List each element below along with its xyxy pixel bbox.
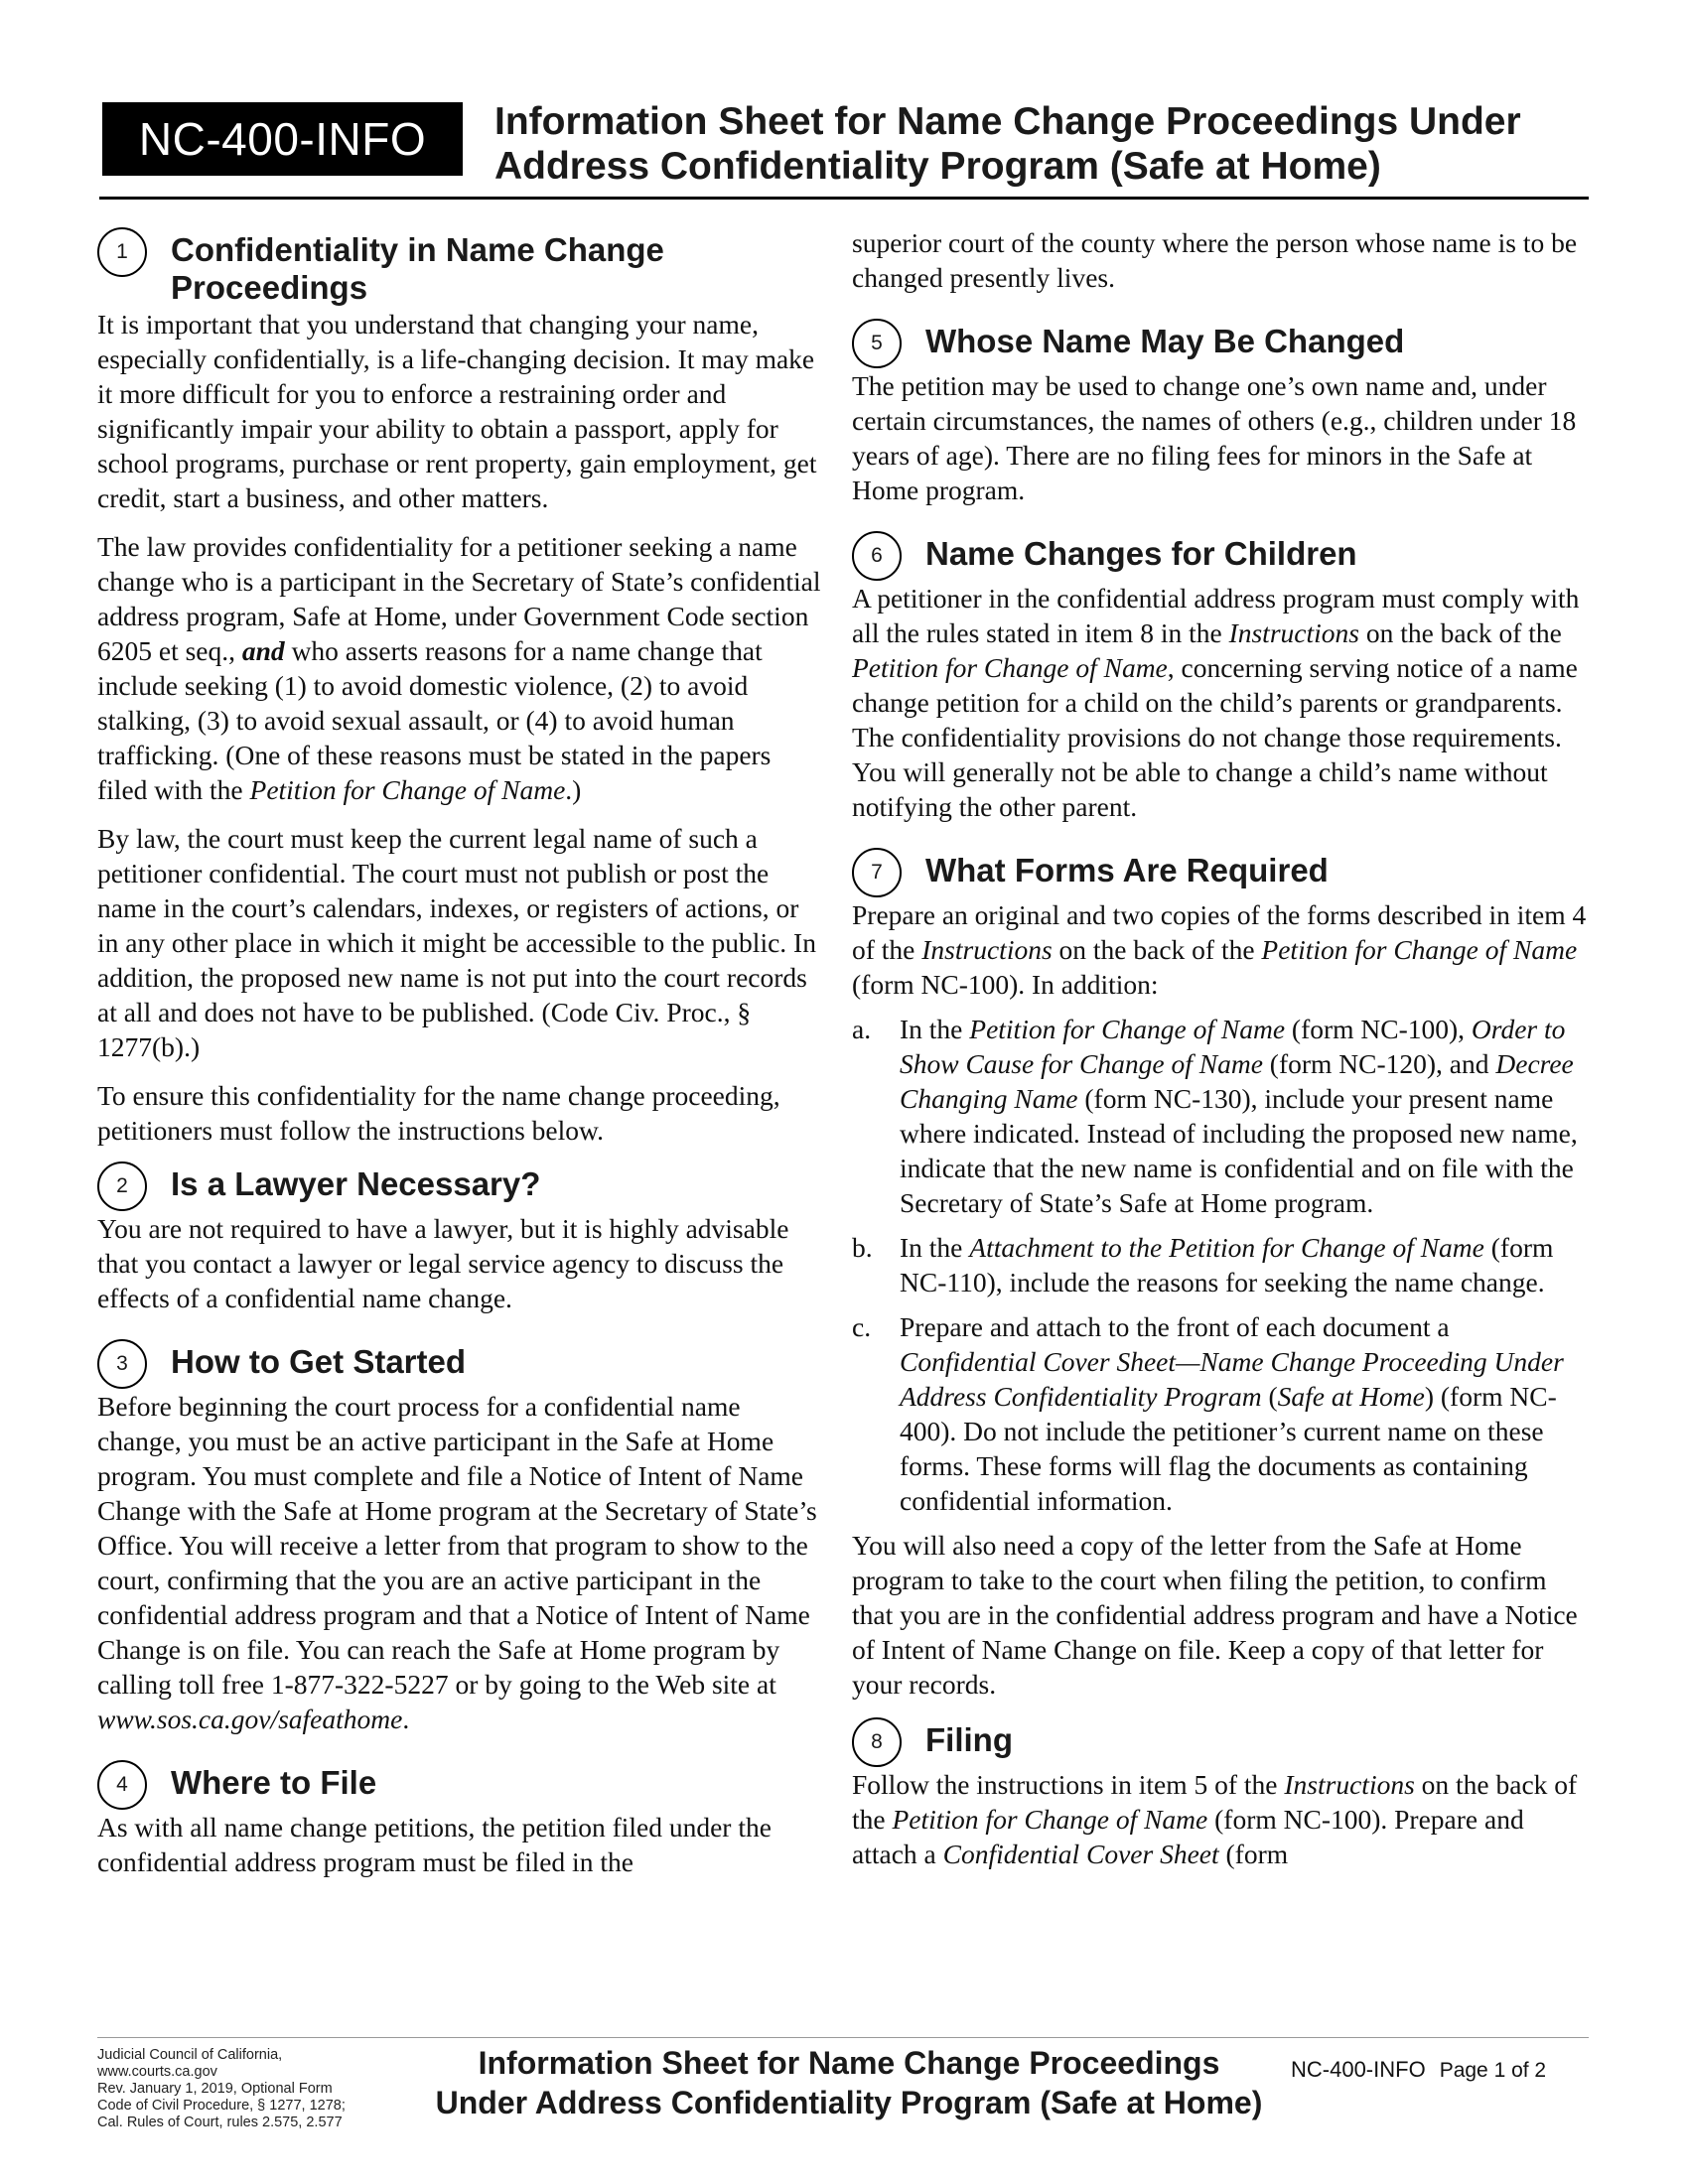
- section-6-heading: [852, 535, 1587, 581]
- section-5-heading: [852, 323, 1587, 368]
- footer-divider: [97, 2037, 1589, 2038]
- section-6-paragraph-1: A petitioner in the confidential address program must comply with all the rules stated in item 8 in the Instructions on the back of the Petition for Change of Name, concerning serving notice of a name change petition for a child on the child’s parents or grandparents. The confidentiality provisions do not change those requirements. You will generally not be able to change a child’s name without notifying the other parent.: [852, 583, 1580, 822]
- section-number-circle: 2: [97, 1161, 147, 1211]
- page-number: Page 1 of 2: [1439, 2059, 1547, 2082]
- section-2-paragraph-1: You are not required to have a lawyer, but it is highly advisable that you contact a lawyer or legal service agency to discuss the effects of a confidential name change.: [97, 1213, 789, 1313]
- list-item-text: In the Petition for Change of Name (form NC-100), Order to Show Cause for Change of Name (form NC-120), and Decree Changing Name (form NC-130), include your present name where indicated. Instead of including the proposed new name, indicate that the new name is confidential and on file with the Secretary of State’s Safe at Home program.: [900, 1014, 1578, 1218]
- section-1-paragraph-2: The law provides confidentiality for a petitioner seeking a name change who is a participant in the Secretary of State’s confidential address program, Safe at Home, under Government Code section 6205 et seq., and who asserts reasons for a name change that include seeking (1) to avoid domestic violence, (2) to avoid stalking, (3) to avoid sexual assault, or (4) to avoid human trafficking. (One of these reasons must be stated in the papers filed with the Petition for Change of Name.): [97, 531, 821, 805]
- section-1-heading: [97, 231, 824, 307]
- footer-title: [402, 2043, 1296, 2122]
- section-4-heading: [97, 1764, 824, 1810]
- safe-at-home-url: www.sos.ca.gov/safeathome: [97, 1704, 403, 1734]
- right-column: [852, 225, 1587, 1871]
- section-8-paragraph-1: Follow the instructions in item 5 of the Instructions on the back of the Petition for Change of Name (form NC-100). Prepare and attach a Confidential Cover Sheet (form: [852, 1769, 1578, 1869]
- section-3-heading: [97, 1343, 824, 1389]
- section-number-circle: 4: [97, 1760, 147, 1810]
- section-1-paragraph-3: By law, the court must keep the current legal name of such a petitioner confidential. The court must not publish or post the name in the court’s calendars, indexes, or registers of actions, or in any other place in which it might be accessible to the public. In addition, the proposed new name is not put into the court records at all and does not have to be published. (Code Civ. Proc., § 1277(b).): [97, 823, 816, 1062]
- page-title-line-2: Address Confidentiality Program (Safe at Home): [494, 145, 1381, 188]
- left-column: [97, 231, 824, 1879]
- section-number-circle: 7: [852, 848, 902, 897]
- section-title: Confidentiality in Name Change Proceedings: [171, 231, 664, 306]
- section-title: Filing: [925, 1721, 1013, 1758]
- footer-citation-line: Rev. January 1, 2019, Optional Form: [97, 2081, 333, 2097]
- section-7-heading: [852, 852, 1587, 897]
- section-number-circle: 1: [97, 227, 147, 277]
- list-item: [852, 1012, 1587, 1220]
- footer-title-line-1: Information Sheet for Name Change Proceedings: [478, 2045, 1220, 2081]
- list-item-marker: a.: [852, 1014, 872, 1044]
- required-forms-list: [852, 1012, 1587, 1518]
- section-title: Name Changes for Children: [925, 535, 1357, 572]
- section-number-circle: 3: [97, 1339, 147, 1389]
- page-title: [494, 99, 1587, 189]
- list-item-text: In the Attachment to the Petition for Change of Name (form NC-110), include the reasons for seeking the name change.: [900, 1232, 1554, 1297]
- section-7-paragraph-2: You will also need a copy of the letter from the Safe at Home program to take to the court when filing the petition, to confirm that you are in the confidential address program and have a Notice of Intent of Name Change on file. Keep a copy of that letter for your records.: [852, 1530, 1578, 1700]
- list-item-marker: c.: [852, 1311, 872, 1342]
- section-4-paragraph-1: As with all name change petitions, the petition filed under the confidential address program must be filed in the: [97, 1812, 772, 1877]
- section-title: What Forms Are Required: [925, 852, 1329, 888]
- header-divider: [99, 197, 1589, 200]
- section-5-paragraph-1: The petition may be used to change one’s own name and, under certain circumstances, the names of others (e.g., children under 18 years of age). There are no filing fees for minors in the Safe at Home program.: [852, 370, 1577, 505]
- section-number-circle: 6: [852, 531, 902, 581]
- footer-page-info: [1291, 2057, 1609, 2084]
- footer-citation-line: www.courts.ca.gov: [97, 2064, 217, 2080]
- footer-citation-line: Code of Civil Procedure, § 1277, 1278;: [97, 2098, 346, 2114]
- section-8-heading: [852, 1721, 1587, 1767]
- list-item: [852, 1309, 1587, 1518]
- section-2-heading: [97, 1165, 824, 1211]
- list-item: [852, 1230, 1587, 1299]
- section-number-circle: 8: [852, 1717, 902, 1767]
- list-item-text: Prepare and attach to the front of each document a Confidential Cover Sheet—Name Change Proceeding Under Address Confidentiality Program (Safe at Home) (form NC-400). Do not include the petitioner’s current name on these forms. These forms will flag the documents as containing confidential information.: [900, 1311, 1564, 1516]
- footer-form-number: NC-400-INFO: [1291, 2057, 1426, 2082]
- section-4-paragraph-continued: superior court of the county where the person whose name is to be changed presently lives.: [852, 227, 1578, 293]
- section-3-paragraph-1: Before beginning the court process for a confidential name change, you must be an active participant in the Safe at Home program. You must complete and file a Notice of Intent of Name Change with the Safe at Home program at the Secretary of State’s Office. You will receive a letter from that program to show to the court, confirming that the you are an active participant in the confidential address program and that a Notice of Intent of Name Change is on file. You can reach the Safe at Home program by calling toll free 1-877-322-5227 or by going to the Web site at www.sos.ca.gov/safeathome.: [97, 1391, 817, 1734]
- footer-citation: [97, 2047, 415, 2131]
- footer-citation-line: Cal. Rules of Court, rules 2.575, 2.577: [97, 2115, 343, 2130]
- section-title: Where to File: [171, 1764, 377, 1801]
- footer-title-line-2: Under Address Confidentiality Program (Safe at Home): [435, 2085, 1263, 2120]
- section-number-circle: 5: [852, 319, 902, 368]
- section-title: Is a Lawyer Necessary?: [171, 1165, 541, 1202]
- section-1-paragraph-4: To ensure this confidentiality for the name change proceeding, petitioners must follow the instructions below.: [97, 1080, 780, 1146]
- section-7-paragraph-1: Prepare an original and two copies of the forms described in item 4 of the Instructions on the back of the Petition for Change of Name (form NC-100). In addition:: [852, 899, 1587, 1000]
- section-title: How to Get Started: [171, 1343, 467, 1380]
- list-item-marker: b.: [852, 1232, 873, 1263]
- section-1-paragraph-1: It is important that you understand that changing your name, especially confidentially, is a life-changing decision. It may make it more difficult for you to enforce a restraining order and significantly impair your ability to obtain a passport, apply for school programs, purchase or rent property, gain employment, get credit, start a business, and other matters.: [97, 309, 817, 513]
- section-title: Whose Name May Be Changed: [925, 323, 1405, 359]
- form-number-badge: NC-400-INFO: [102, 102, 463, 176]
- footer-citation-line: Judicial Council of California,: [97, 2047, 283, 2063]
- page-title-line-1: Information Sheet for Name Change Proceedings Under: [494, 100, 1521, 143]
